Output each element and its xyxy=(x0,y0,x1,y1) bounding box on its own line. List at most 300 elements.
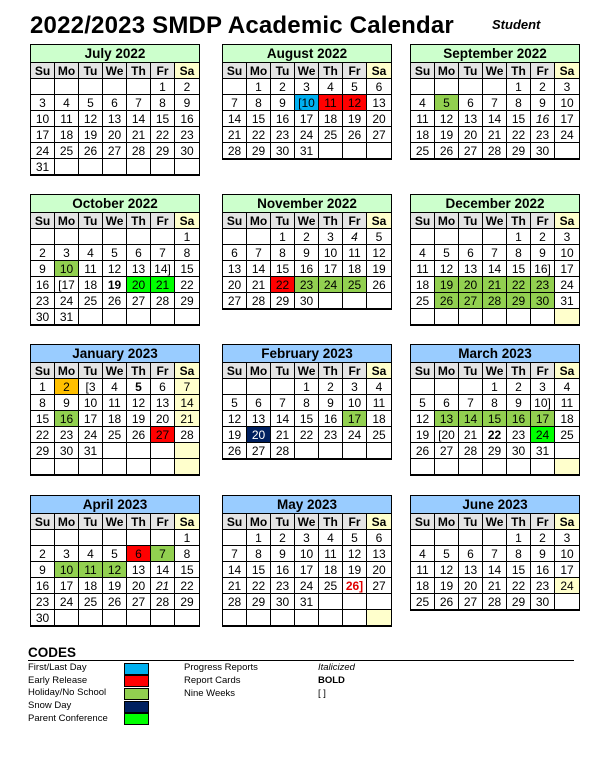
day-cell: 19 xyxy=(127,411,151,427)
day-cell: 7 xyxy=(483,546,507,562)
empty-cell xyxy=(483,459,507,475)
month-october-2022 xyxy=(30,194,200,326)
day-cell: 17 xyxy=(531,411,555,427)
day-cell: 6 xyxy=(435,395,459,411)
code-marker: [ ] xyxy=(318,688,326,699)
weekday-header: Su xyxy=(31,213,55,229)
day-cell: 17 xyxy=(555,111,579,127)
weekday-header: Th xyxy=(127,63,151,79)
empty-cell xyxy=(271,379,295,395)
month-title: October 2022 xyxy=(31,195,199,213)
day-cell: 28 xyxy=(151,293,175,309)
day-cell: 14 xyxy=(483,562,507,578)
empty-cell xyxy=(367,443,391,459)
day-cell: 30 xyxy=(295,293,319,309)
month-title: September 2022 xyxy=(411,45,579,63)
day-cell: 19 xyxy=(411,427,435,443)
day-cell: 22 xyxy=(31,427,55,443)
day-cell: 23 xyxy=(507,427,531,443)
day-cell: 14 xyxy=(247,261,271,277)
day-cell: 24 xyxy=(55,293,79,309)
weekday-header: Mo xyxy=(55,514,79,530)
day-cell: 3 xyxy=(55,245,79,261)
day-cell: 16 xyxy=(295,261,319,277)
empty-cell xyxy=(319,143,343,159)
day-cell: 1 xyxy=(175,530,199,546)
day-cell: 11 xyxy=(343,245,367,261)
day-cell: 27 xyxy=(435,443,459,459)
day-cell: 28 xyxy=(483,143,507,159)
day-cell: 25 xyxy=(79,293,103,309)
day-cell: 22 xyxy=(271,277,295,293)
day-cell: 27 xyxy=(459,293,483,309)
day-cell: 15 xyxy=(175,562,199,578)
weekday-header: Th xyxy=(319,514,343,530)
empty-cell xyxy=(175,459,199,475)
day-cell: 19 xyxy=(435,127,459,143)
day-cell: 18 xyxy=(555,411,579,427)
day-cell: 25 xyxy=(103,427,127,443)
day-cell: 3 xyxy=(555,530,579,546)
day-cell: 8 xyxy=(31,395,55,411)
day-cell: 12 xyxy=(127,395,151,411)
day-cell: 17 xyxy=(31,127,55,143)
day-cell: 10 xyxy=(319,245,343,261)
empty-cell xyxy=(127,459,151,475)
day-cell: 9 xyxy=(319,395,343,411)
empty-cell xyxy=(103,459,127,475)
day-cell: 5 xyxy=(435,245,459,261)
empty-cell xyxy=(223,229,247,245)
empty-cell xyxy=(31,79,55,95)
day-cell: 14 xyxy=(175,395,199,411)
weekday-header: Su xyxy=(223,363,247,379)
day-cell: 19 xyxy=(343,562,367,578)
day-cell: 11 xyxy=(79,562,103,578)
day-cell: 25 xyxy=(343,277,367,293)
day-cell: 17 xyxy=(295,111,319,127)
weekday-header: Su xyxy=(411,213,435,229)
empty-cell xyxy=(151,530,175,546)
empty-cell xyxy=(411,309,435,325)
day-cell: 27 xyxy=(459,594,483,610)
day-cell: 18 xyxy=(79,578,103,594)
day-cell: 20 xyxy=(127,578,151,594)
day-cell: 11 xyxy=(411,111,435,127)
day-cell: 23 xyxy=(531,578,555,594)
day-cell: 21 xyxy=(459,427,483,443)
day-cell: 27 xyxy=(223,293,247,309)
day-cell: 16 xyxy=(507,411,531,427)
day-cell: 24 xyxy=(343,427,367,443)
code-label: Nine Weeks xyxy=(184,688,236,699)
day-cell: 10 xyxy=(555,95,579,111)
empty-cell xyxy=(459,229,483,245)
day-cell: 15 xyxy=(271,261,295,277)
day-cell: 25 xyxy=(411,293,435,309)
day-cell: 21 xyxy=(151,277,175,293)
day-cell: 10 xyxy=(79,395,103,411)
day-cell: 3 xyxy=(319,229,343,245)
code-swatch xyxy=(124,675,149,687)
day-cell: 1 xyxy=(175,229,199,245)
day-cell: 29 xyxy=(507,293,531,309)
weekday-header: Th xyxy=(507,63,531,79)
empty-cell xyxy=(319,443,343,459)
day-cell: 23 xyxy=(271,578,295,594)
day-cell: 19 xyxy=(103,277,127,293)
day-cell: 15 xyxy=(507,562,531,578)
weekday-header: Fr xyxy=(531,363,555,379)
empty-cell xyxy=(435,530,459,546)
day-cell: 26 xyxy=(103,293,127,309)
weekday-header: Th xyxy=(507,363,531,379)
day-cell: 10 xyxy=(55,562,79,578)
day-cell: 25 xyxy=(319,578,343,594)
day-cell: 7 xyxy=(459,395,483,411)
weekday-header: We xyxy=(483,514,507,530)
code-swatch xyxy=(124,701,149,713)
day-cell: 13 xyxy=(103,111,127,127)
day-cell: 18 xyxy=(343,261,367,277)
empty-cell xyxy=(175,610,199,626)
day-cell: 26 xyxy=(435,293,459,309)
empty-cell xyxy=(103,229,127,245)
codes-title: CODES xyxy=(28,645,574,661)
weekday-header: Th xyxy=(319,213,343,229)
empty-cell xyxy=(31,459,55,475)
day-cell: 13 xyxy=(247,411,271,427)
day-cell: 25 xyxy=(55,143,79,159)
day-cell: 29 xyxy=(247,594,271,610)
month-december-2022 xyxy=(410,194,580,326)
empty-cell xyxy=(103,79,127,95)
empty-cell xyxy=(367,293,391,309)
day-cell: 13 xyxy=(367,546,391,562)
day-cell: 23 xyxy=(55,427,79,443)
month-july-2022 xyxy=(30,44,200,176)
empty-cell xyxy=(343,143,367,159)
month-title: January 2023 xyxy=(31,345,199,363)
weekday-header: We xyxy=(295,63,319,79)
empty-cell xyxy=(343,594,367,610)
day-cell: 18 xyxy=(367,411,391,427)
empty-cell xyxy=(411,79,435,95)
day-cell: 21 xyxy=(247,277,271,293)
day-cell: 16 xyxy=(531,562,555,578)
day-cell: 9 xyxy=(531,245,555,261)
day-cell: 25 xyxy=(319,127,343,143)
day-cell: 5 xyxy=(343,530,367,546)
day-cell: 31 xyxy=(531,443,555,459)
month-november-2022 xyxy=(222,194,392,310)
day-cell: 31 xyxy=(79,443,103,459)
day-cell: 22 xyxy=(507,578,531,594)
weekday-header: Th xyxy=(319,63,343,79)
day-cell: 13 xyxy=(151,395,175,411)
empty-cell xyxy=(127,229,151,245)
day-cell: 13 xyxy=(459,111,483,127)
day-cell: 5 xyxy=(127,379,151,395)
weekday-header: Tu xyxy=(79,213,103,229)
empty-cell xyxy=(151,309,175,325)
weekday-header: Su xyxy=(411,514,435,530)
day-cell: 12 xyxy=(435,562,459,578)
month-title: July 2022 xyxy=(31,45,199,63)
empty-cell xyxy=(367,610,391,626)
day-cell: 22 xyxy=(507,277,531,293)
day-cell: 8 xyxy=(247,95,271,111)
day-cell: 18 xyxy=(319,111,343,127)
empty-cell xyxy=(223,610,247,626)
day-cell: 13 xyxy=(223,261,247,277)
day-cell: 16 xyxy=(55,411,79,427)
day-cell: 15 xyxy=(247,111,271,127)
day-cell: 20 xyxy=(459,578,483,594)
empty-cell xyxy=(343,293,367,309)
day-cell: 7 xyxy=(151,245,175,261)
day-cell: 29 xyxy=(483,443,507,459)
day-cell: 18 xyxy=(319,562,343,578)
day-cell: 22 xyxy=(175,578,199,594)
page-title: 2022/2023 SMDP Academic Calendar xyxy=(30,12,454,39)
empty-cell xyxy=(103,610,127,626)
day-cell: 25 xyxy=(411,143,435,159)
day-cell: 7 xyxy=(175,379,199,395)
month-title: December 2022 xyxy=(411,195,579,213)
day-cell: 12 xyxy=(435,111,459,127)
day-cell: 9 xyxy=(175,95,199,111)
day-cell: 21 xyxy=(223,127,247,143)
day-cell: 15 xyxy=(483,411,507,427)
day-cell: 31 xyxy=(295,594,319,610)
day-cell: 6 xyxy=(459,546,483,562)
day-cell: 5 xyxy=(223,395,247,411)
day-cell: 13 xyxy=(459,261,483,277)
day-cell: 30 xyxy=(531,293,555,309)
day-cell: 21 xyxy=(483,277,507,293)
day-cell: 1 xyxy=(507,229,531,245)
day-cell: 17 xyxy=(343,411,367,427)
day-cell: 23 xyxy=(295,277,319,293)
day-cell: 13 xyxy=(127,261,151,277)
code-swatch xyxy=(124,663,149,675)
day-cell: 9 xyxy=(271,95,295,111)
weekday-header: Mo xyxy=(247,63,271,79)
day-cell: 11 xyxy=(555,395,579,411)
day-cell: 19 xyxy=(79,127,103,143)
empty-cell xyxy=(459,79,483,95)
day-cell: 4 xyxy=(319,79,343,95)
day-cell: 8 xyxy=(483,395,507,411)
weekday-header: Tu xyxy=(79,363,103,379)
day-cell: 12 xyxy=(223,411,247,427)
day-cell: 12 xyxy=(435,261,459,277)
code-label: Holiday/No School xyxy=(28,687,107,699)
day-cell: 5 xyxy=(367,229,391,245)
day-cell: 7 xyxy=(271,395,295,411)
day-cell: 28 xyxy=(151,594,175,610)
weekday-header: Fr xyxy=(531,213,555,229)
day-cell: 26 xyxy=(223,443,247,459)
day-cell: 1 xyxy=(507,530,531,546)
day-cell: 3 xyxy=(31,95,55,111)
day-cell: 1 xyxy=(295,379,319,395)
month-title: March 2023 xyxy=(411,345,579,363)
weekday-header: Tu xyxy=(271,63,295,79)
empty-cell xyxy=(411,379,435,395)
day-cell: 22 xyxy=(247,578,271,594)
day-cell: 5 xyxy=(343,79,367,95)
day-cell: 19 xyxy=(435,277,459,293)
day-cell: 24 xyxy=(295,127,319,143)
empty-cell xyxy=(435,459,459,475)
day-cell: 12 xyxy=(103,562,127,578)
day-cell: 21 xyxy=(151,578,175,594)
empty-cell xyxy=(295,610,319,626)
weekday-header: Tu xyxy=(459,514,483,530)
day-cell: 24 xyxy=(555,127,579,143)
day-cell: 27 xyxy=(367,127,391,143)
day-cell: 11 xyxy=(411,261,435,277)
day-cell: 6 xyxy=(247,395,271,411)
empty-cell xyxy=(127,443,151,459)
day-cell: 8 xyxy=(507,546,531,562)
code-label: Early Release xyxy=(28,674,88,686)
empty-cell xyxy=(79,79,103,95)
day-cell: 23 xyxy=(531,277,555,293)
empty-cell xyxy=(459,459,483,475)
day-cell: 1 xyxy=(507,79,531,95)
day-cell: 28 xyxy=(483,594,507,610)
day-cell: 10 xyxy=(55,261,79,277)
empty-cell xyxy=(151,443,175,459)
day-cell: 15 xyxy=(247,562,271,578)
weekday-header: We xyxy=(103,63,127,79)
day-cell: 8 xyxy=(175,546,199,562)
empty-cell xyxy=(483,309,507,325)
empty-cell xyxy=(319,293,343,309)
day-cell: 5 xyxy=(103,546,127,562)
day-cell: 29 xyxy=(271,293,295,309)
empty-cell xyxy=(175,443,199,459)
empty-cell xyxy=(435,379,459,395)
day-cell: 12 xyxy=(79,111,103,127)
day-cell: 24 xyxy=(531,427,555,443)
weekday-header: Fr xyxy=(343,514,367,530)
day-cell: 30 xyxy=(31,610,55,626)
day-cell: 31 xyxy=(555,293,579,309)
day-cell: 27 xyxy=(103,143,127,159)
empty-cell xyxy=(555,309,579,325)
day-cell: 4 xyxy=(79,546,103,562)
month-title: February 2023 xyxy=(223,345,391,363)
day-cell: 12 xyxy=(367,245,391,261)
day-cell: 10 xyxy=(555,245,579,261)
day-cell: 9 xyxy=(531,95,555,111)
day-cell: 4 xyxy=(103,379,127,395)
weekday-header: We xyxy=(103,213,127,229)
day-cell: 28 xyxy=(247,293,271,309)
day-cell: [3 xyxy=(79,379,103,395)
day-cell: 23 xyxy=(319,427,343,443)
day-cell: 4 xyxy=(411,546,435,562)
day-cell: 3 xyxy=(55,546,79,562)
day-cell: 25 xyxy=(411,594,435,610)
day-cell: 17 xyxy=(555,261,579,277)
day-cell: 4 xyxy=(411,245,435,261)
day-cell: 8 xyxy=(151,95,175,111)
weekday-header: Th xyxy=(319,363,343,379)
empty-cell xyxy=(295,443,319,459)
weekday-header: We xyxy=(103,514,127,530)
day-cell: 18 xyxy=(411,127,435,143)
day-cell: 26 xyxy=(411,443,435,459)
empty-cell xyxy=(127,610,151,626)
weekday-header: Sa xyxy=(555,63,579,79)
day-cell: 19 xyxy=(343,111,367,127)
day-cell: 11 xyxy=(103,395,127,411)
empty-cell xyxy=(103,159,127,175)
empty-cell xyxy=(555,594,579,610)
code-label: Progress Reports xyxy=(184,662,258,673)
day-cell: 6 xyxy=(459,245,483,261)
day-cell: 24 xyxy=(319,277,343,293)
day-cell: 3 xyxy=(295,530,319,546)
weekday-header: Tu xyxy=(459,213,483,229)
day-cell: 4 xyxy=(555,379,579,395)
weekday-header: Mo xyxy=(55,63,79,79)
day-cell: 12 xyxy=(411,411,435,427)
month-june-2023 xyxy=(410,495,580,611)
day-cell: 6 xyxy=(223,245,247,261)
month-title: May 2023 xyxy=(223,496,391,514)
codes-legend xyxy=(28,645,574,727)
day-cell: 5 xyxy=(435,95,459,111)
empty-cell xyxy=(367,143,391,159)
day-cell: 28 xyxy=(459,443,483,459)
weekday-header: Mo xyxy=(55,363,79,379)
day-cell: 28 xyxy=(223,143,247,159)
day-cell: 1 xyxy=(271,229,295,245)
empty-cell xyxy=(411,229,435,245)
day-cell: 10 xyxy=(31,111,55,127)
day-cell: 2 xyxy=(507,379,531,395)
empty-cell xyxy=(411,530,435,546)
day-cell: 6 xyxy=(367,79,391,95)
month-title: November 2022 xyxy=(223,195,391,213)
day-cell: 21 xyxy=(175,411,199,427)
empty-cell xyxy=(55,159,79,175)
day-cell: 29 xyxy=(507,594,531,610)
empty-cell xyxy=(151,610,175,626)
day-cell: 8 xyxy=(175,245,199,261)
weekday-header: Tu xyxy=(271,213,295,229)
month-title: April 2023 xyxy=(31,496,199,514)
day-cell: 20 xyxy=(223,277,247,293)
weekday-header: We xyxy=(483,363,507,379)
day-cell: 3 xyxy=(555,79,579,95)
weekday-header: Sa xyxy=(555,363,579,379)
day-cell: 15 xyxy=(175,261,199,277)
day-cell: 24 xyxy=(31,143,55,159)
weekday-header: Mo xyxy=(435,514,459,530)
month-title: June 2023 xyxy=(411,496,579,514)
day-cell: 2 xyxy=(531,229,555,245)
day-cell: 1 xyxy=(247,530,271,546)
empty-cell xyxy=(151,159,175,175)
code-label: Report Cards xyxy=(184,675,241,686)
